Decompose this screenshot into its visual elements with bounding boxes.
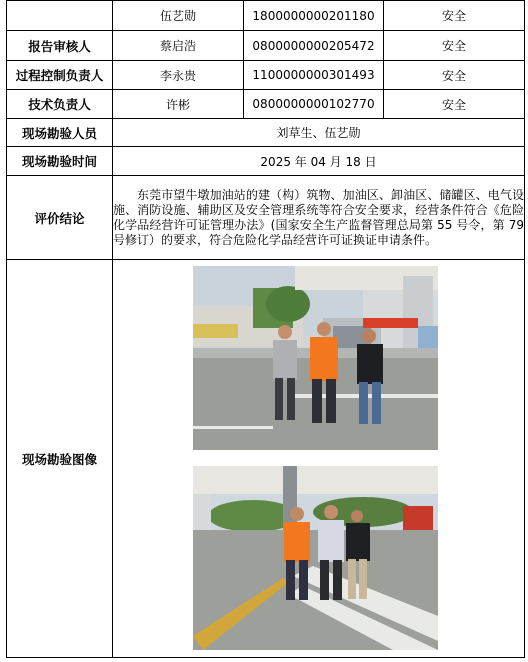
conclusion-cell: [113, 176, 525, 260]
row-label: 技术负责人: [7, 90, 113, 119]
person-name: 许彬: [113, 90, 244, 119]
inspectors-value: 刘草生、伍艺勋: [113, 119, 525, 147]
row-label: [7, 1, 113, 31]
images-row: [7, 260, 525, 658]
images-label: 现场勘验图像: [7, 260, 113, 658]
inspectors-row: [7, 119, 525, 147]
table-row: [7, 61, 525, 90]
table-row: [7, 1, 525, 31]
person-name: 蔡启浩: [113, 31, 244, 61]
conclusion-text: 东莞市望牛墩加油站的建（构）筑物、加油区、卸油区、储罐区、电气设施、消防设施、辅助区及安全管理系统等符合安全要求，经营条件符合《危险化学品经营许可证管理办法》(国家安全生产监督管理总局第 55 号令，第 79 号修订）的要求，符合危险化学品经营许可证换证申请条件。: [113, 187, 524, 247]
inspect-time-row: [7, 147, 525, 176]
person-duty: 安全: [384, 61, 525, 90]
site-photo-2: [193, 466, 438, 650]
person-id: 1800000000201180: [244, 1, 384, 31]
person-name: 李永贵: [113, 61, 244, 90]
table-row: [7, 90, 525, 119]
inspect-time-value: 2025 年 04 月 18 日: [113, 147, 525, 176]
person-duty: 安全: [384, 31, 525, 61]
person-name: 伍艺勋: [113, 1, 244, 31]
row-label: 过程控制负责人: [7, 61, 113, 90]
person-id: 1100000000301493: [244, 61, 384, 90]
person-id: 0800000000102770: [244, 90, 384, 119]
table-row: [7, 31, 525, 61]
row-label: 报告审核人: [7, 31, 113, 61]
inspection-table: [6, 0, 525, 658]
site-photo-1: [193, 266, 438, 450]
inspect-time-label: 现场勘验时间: [7, 147, 113, 176]
images-cell: [113, 260, 525, 658]
inspectors-label: 现场勘验人员: [7, 119, 113, 147]
person-duty: 安全: [384, 1, 525, 31]
photo-area: [113, 260, 524, 656]
person-id: 0800000000205472: [244, 31, 384, 61]
conclusion-row: [7, 176, 525, 260]
site-photo-1-image: [193, 266, 438, 450]
person-duty: 安全: [384, 90, 525, 119]
site-photo-2-image: [193, 466, 438, 650]
conclusion-label: 评价结论: [7, 176, 113, 260]
